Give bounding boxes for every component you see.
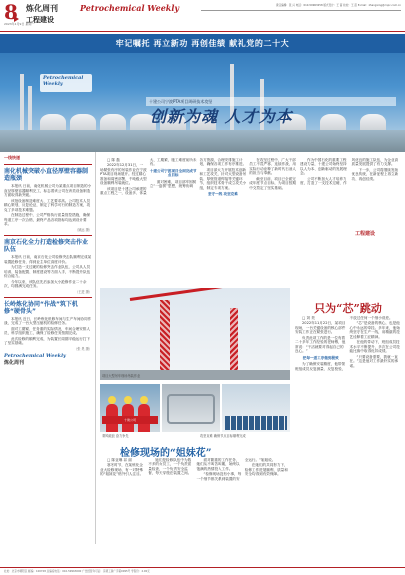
- article-paragraph: “检修现场没有小事，每一个细节都关系到装置的安全运行。”姐姐说。: [196, 458, 276, 481]
- article-paragraph: 面对困难，项目部牢固树立“一盘棋”思想，统筹协调各方资源，合理安排施工计划，确保各项工作有序推进。: [149, 158, 247, 189]
- photo-caption: 乘风破浪 奋力争先: [102, 434, 129, 438]
- crane-boom-shape: [130, 288, 279, 301]
- editor-credits: 责任编辑：张 兴 电话：010-59963258 版式设计：王 茜 检校：王 苗 E-mail：zhangxing@cnpc.com.cn: [275, 4, 401, 7]
- hardhat-shape: [108, 396, 116, 404]
- article-paragraph: 在制造过程中，公司严格执行质量管控措施，确保每道工序一次合格，最终产品各项指标均达到设计要求。: [4, 213, 91, 227]
- article-paragraph: 下一步，公司将继续发扬优良传统，在新征程上再立新功、再创佳绩。: [351, 167, 399, 181]
- page-number: 8: [4, 0, 18, 24]
- article-paragraph: 本报讯 日前，南化机械公司为某重点项目制造的小直径厚壁容器顺利完工，标志着该公司在该类设备制造方面取得新突破。: [4, 184, 92, 198]
- article-paragraph: 本报讯 日前，南京石化公司检修突击队顺利完成某装置抢修任务，得到业主单位高度评价。: [4, 255, 92, 264]
- team-row-shape: [225, 416, 287, 430]
- article-paragraph: 她们是检修队伍中为数不多的女员工，一个负责质量检查，一个负责安全监督，每天穿梭在装置之间。: [148, 458, 192, 476]
- paper-name: 炼化周刊: [26, 4, 58, 13]
- right-story-headline: 只为“芯”跳动: [314, 302, 382, 315]
- banner-photo: [0, 34, 405, 152]
- article-paragraph: 公司不断加大人才培养力度，打造了一支技术过硬、作风优良的施工队伍，为企业高质量发展提供了有力支撑。: [300, 158, 399, 186]
- article-paragraph: 项目部大力开展技术创新和工艺攻关，针对大型设备吊装、厚壁管道焊接等关键环节，组织技术骨干成立攻关小组，制定专项方案。: [199, 167, 247, 190]
- column-logo-cn: 炼化周刊: [4, 359, 25, 366]
- main-article-body: [100, 158, 296, 288]
- article-subhead: 坚守一线 攻坚克难: [207, 192, 238, 197]
- hardhat-shape: [140, 396, 148, 404]
- column-tag: 一线快递: [4, 155, 20, 160]
- article-paragraph: 面对工期紧、任务重的实际情况，车间合理安排人员，科学组织施工，确保了检修任务按期完成。: [4, 326, 91, 336]
- photo-banner-text: 十建公司: [102, 416, 158, 424]
- feature-body: [100, 458, 290, 548]
- photo-caption: 项目大型吊车现场吊装作业: [102, 374, 141, 378]
- divider: [4, 235, 92, 236]
- issue-date: 2023年1月9日 星期一: [4, 22, 35, 26]
- article-headline: 长岭炼化协同“作战”筑下机修“硬骨头”: [4, 300, 78, 315]
- article-headline: 南京石化全力打造检修突击作业队伍: [4, 238, 89, 253]
- article-paragraph: 截至目前，项目已全面完成年度节点目标，为项目按期中交奠定了坚实基础。: [249, 176, 296, 190]
- article-subhead: 把每一道工序做到极致: [302, 355, 339, 360]
- article-byline: （张 昊 摄）: [74, 346, 92, 351]
- banner-logo-text: Petrochemical Weekly: [43, 75, 84, 87]
- article-paragraph: “只要设备需要，我就一直在。”这是他对工作最朴实的承诺。: [349, 354, 399, 368]
- article-paragraph: 寒冬时节，在某炼化企业大检修现场，有一对特殊的“姐妹花”格外引人注目。: [100, 463, 144, 477]
- article-paragraph: 在他的带动下，班组成员技术水平不断提升，多次在公司技能比赛中取得优异成绩。: [349, 340, 400, 354]
- banner-intro: 十建公司宁波PTA项目周研技术攻坚: [146, 97, 396, 106]
- section-logo: [355, 230, 375, 237]
- article-paragraph: 该项目是十建公司承建的重点工程之一，设备多、体量大、工期紧，施工难度前所未有。: [100, 158, 197, 196]
- article-paragraph: 作为中国石化的重要工程建设力量，十建公司始终坚持以人为本、创新驱动的发展理念。: [300, 158, 347, 176]
- article-byline: □ 陈亚琳 祁 丽: [107, 458, 132, 462]
- right-story: [295, 300, 401, 545]
- article-byline: （王进 摄）: [75, 289, 92, 294]
- article-paragraph: 该批设备制造难度大、工艺要求高。公司技术人员精心策划，反复论证，制定了科学可行的制造方案，攻克了多项技术难题。: [4, 198, 91, 212]
- article-byline: □ 陈 磊: [107, 158, 120, 162]
- page-footer: 社址：北京市朝阳区 邮编：100728 总编室电话：010-59963000 广告经营许可证：京朝工商广字第0095号 零售价：2.00元: [0, 567, 405, 575]
- tower-shape: [20, 74, 24, 134]
- photo-caption: 攻坚克难 确保节点目标顺利完成: [200, 434, 246, 438]
- crane-mast-shape: [160, 300, 170, 380]
- section-logo-cn: 工程建设: [355, 231, 376, 237]
- tower-shape: [28, 86, 32, 134]
- article-paragraph: 在她们的共同努力下，检修工作进展顺利，质量和安全均得到有效保障。: [244, 463, 288, 477]
- article-paragraph: 2022年11月22日，某项目现场，一台关键设备的核心部件安装工作正在紧张进行。: [295, 321, 346, 335]
- article-paragraph: 2022年12月31日，一场紧张有序的吊装作业在宁波PTA项目现场展开。经过精心准备和周密部署，千吨级大型设备顺利吊装就位。: [100, 163, 147, 186]
- pipe-shape: [167, 394, 215, 424]
- article-subhead: 十建公司宁波项目全面完成节点目标: [149, 168, 197, 178]
- article-byline: □ 刘 昊: [302, 316, 315, 320]
- article-paragraph: 为了确保安装精度，他带领班组成员反复测量、反复校验，不放过任何一个细小误差。: [295, 316, 393, 371]
- paper-english-name: Petrochemical Weekly: [80, 3, 180, 13]
- team-photo: [222, 384, 290, 432]
- article-paragraph: 本报讯 近日，长岭炼化机修车间与生产车间协同作战，完成了一台大型压缩机的检修任务。: [4, 316, 92, 326]
- article-headline: 南化机械突破小直径厚壁容器制造瓶颈: [4, 168, 89, 183]
- column-logo: Petrochemical Weekly: [4, 352, 66, 359]
- article-paragraph: 此次检修的顺利完成，为装置长周期平稳运行打下了坚实基础。: [4, 336, 91, 346]
- masthead: [0, 0, 405, 32]
- divider: [4, 164, 92, 165]
- crane-photo: [100, 288, 290, 380]
- ground-strip: [0, 130, 405, 152]
- main-article-continued: [300, 158, 400, 293]
- article-paragraph: 为打造一支过硬的检修突击作业队伍，公司从人员培训、装备配置、制度建设等方面入手，不断提升队伍综合能力。: [4, 265, 91, 279]
- inspection-photo: [162, 384, 220, 432]
- article-paragraph: 在攻坚过程中，广大干部员工不畏严寒、连续作战，用实际行动诠释了新时代石油人的担当与奉献。: [249, 158, 296, 176]
- article-paragraph: 面对繁重的工作任务，她们从不叫苦叫累，始终以饱满的热情投入工作。: [196, 458, 240, 471]
- article-paragraph: 今年以来，该队伍先后参加大小抢修作业二十余次，均圆满完成任务。: [4, 279, 87, 289]
- right-story-body: [295, 316, 401, 544]
- workers-photo: [100, 384, 160, 432]
- hardhat-shape: [124, 396, 132, 404]
- divider: [4, 297, 92, 298]
- banner-logo: [40, 74, 92, 92]
- article-paragraph: 负责此项工作的是一位有着二十多年工作经验的老师傅，他常说：“干活就要对得起自己的良心。”: [295, 335, 346, 354]
- article-byline: （姚远 摄）: [75, 227, 92, 232]
- feature-headline: 检修现场的“姐妹花”: [120, 448, 212, 459]
- left-column: [4, 152, 96, 544]
- section-name: 工程建设: [26, 16, 54, 24]
- article-paragraph: “芯”是设备的核心，也是他心中永远的牵挂。多年来，他始终坚守在生产一线，用精湛的技艺诠释着工匠精神。: [349, 321, 400, 339]
- masthead-rule: [201, 10, 401, 11]
- banner-slogan: 牢记嘱托 再立新功 再创佳绩 献礼党的二十大: [115, 39, 290, 48]
- main-headline: 创新为魂 人才为本: [150, 107, 293, 126]
